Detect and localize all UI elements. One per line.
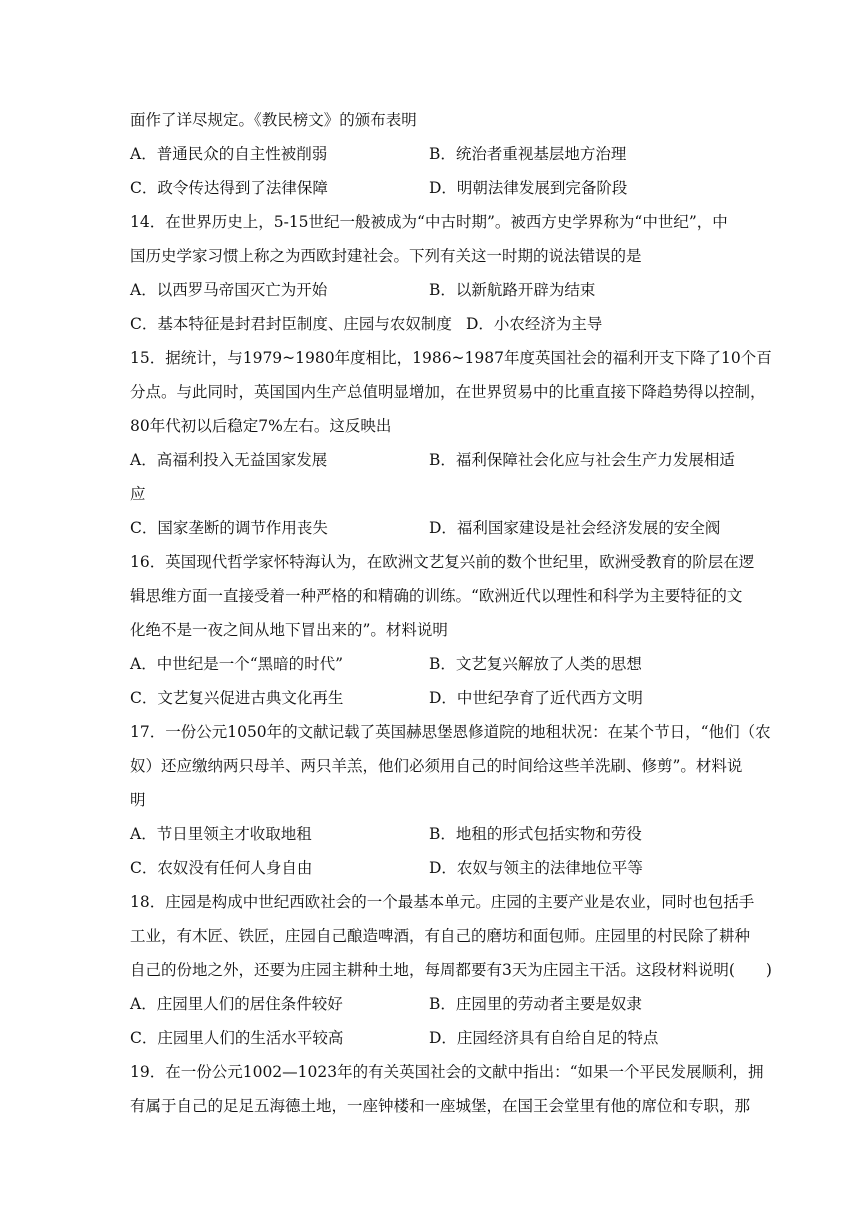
q18-option-c: C．庄园里人们的生活水平较高 [130,1029,344,1047]
q15-stem-line-2: 分点。与此同时，英国国内生产总值明显增加，在世界贸易中的比重直接下降趋势得以控制， [130,383,766,401]
q18-option-a: A．庄园里人们的居住条件较好 [130,995,343,1013]
q18-option-b: B．庄园里的劳动者主要是奴隶 [429,995,642,1013]
q15-option-a: A．高福利投入无益国家发展 [130,451,328,469]
q15-stem-line-1: 15．据统计，与1979~1980年度相比，1986~1987年度英国社会的福利开支下降了10个百 [130,349,772,367]
q16-stem-line-2: 辑思维方面一直接受着一种严格的和精确的训练。“欧洲近代以理性和科学为主要特征的文 [130,587,743,605]
q13-option-b: B．统治者重视基层地方治理 [429,145,627,163]
q14-option-d: D．小农经济为主导 [466,315,603,333]
q17-stem-line-2: 奴）还应缴纳两只母羊、两只羊羔，他们必须用自己的时间给这些羊洗刷、修剪”。材料说 [130,757,743,775]
q16-stem-line-3: 化绝不是一夜之间从地下冒出来的”。材料说明 [130,621,448,639]
q15-option-c: C．国家垄断的调节作用丧失 [130,519,328,537]
q18-stem-line-1: 18．庄园是构成中世纪西欧社会的一个最基本单元。庄园的主要产业是农业，同时也包括手 [130,893,755,911]
q14-stem-line-1: 14．在世界历史上，5-15世纪一般被成为“中古时期”。被西方史学界称为“中世纪”，中 [130,213,728,231]
q19-stem-line-1: 19．在一份公元1002—1023年的有关英国社会的文献中指出：“如果一个平民发展顺利，拥 [130,1063,764,1081]
q15-stem-line-3: 80年代初以后稳定7%左右。这反映出 [130,417,392,435]
q17-stem-line-3: 明 [130,791,146,809]
q16-option-a: A．中世纪是一个“黑暗的时代” [130,655,344,673]
q13-option-c: C．政令传达得到了法律保障 [130,179,328,197]
q13-stem-end: 面作了详尽规定。《教民榜文》的颁布表明 [130,111,417,129]
q14-option-a: A．以西罗马帝国灭亡为开始 [130,281,328,299]
q15-option-d: D．福利国家建设是社会经济发展的安全阀 [429,519,721,537]
q17-option-d: D．农奴与领主的法律地位平等 [429,859,643,877]
q16-option-d: D．中世纪孕育了近代西方文明 [429,689,643,707]
q15-option-b: B．福利保障社会化应与社会生产力发展相适 [429,451,735,469]
q16-option-b: B．文艺复兴解放了人类的思想 [429,655,642,673]
q18-stem-line-3: 自己的份地之外，还要为庄园主耕种土地，每周都要有3天为庄园主干活。这段材料说明( ) [130,961,772,979]
q17-option-c: C．农奴没有任何人身自由 [130,859,313,877]
q17-option-a: A．节日里领主才收取地租 [130,825,312,843]
q13-option-a: A．普通民众的自主性被削弱 [130,145,328,163]
q18-option-d: D．庄园经济具有自给自足的特点 [429,1029,659,1047]
q17-option-b: B．地租的形式包括实物和劳役 [429,825,642,843]
q17-stem-line-1: 17．一份公元1050年的文献记载了英国赫思堡恩修道院的地租状况：在某个节日，“他们（农 [130,723,771,741]
q19-stem-line-2: 有属于自己的足足五海德土地，一座钟楼和一座城堡，在国王会堂里有他的席位和专职，那 [130,1097,751,1115]
q16-stem-line-1: 16．英国现代哲学家怀特海认为，在欧洲文艺复兴前的数个世纪里，欧洲受教育的阶层在逻 [130,553,755,571]
q14-option-b: B．以新航路开辟为结束 [429,281,596,299]
q18-stem-line-2: 工业，有木匠、铁匠，庄园自己酿造啤酒，有自己的磨坊和面包师。庄园里的村民除了耕种 [130,927,751,945]
q14-stem-line-2: 国历史学家习惯上称之为西欧封建社会。下列有关这一时期的说法错误的是 [130,247,642,265]
q14-option-c: C．基本特征是封君封臣制度、庄园与农奴制度 [130,315,452,333]
q13-option-d: D．明朝法律发展到完备阶段 [429,179,628,197]
q16-option-c: C．文艺复兴促进古典文化再生 [130,689,344,707]
q15-option-b-wrap: 应 [130,485,146,503]
